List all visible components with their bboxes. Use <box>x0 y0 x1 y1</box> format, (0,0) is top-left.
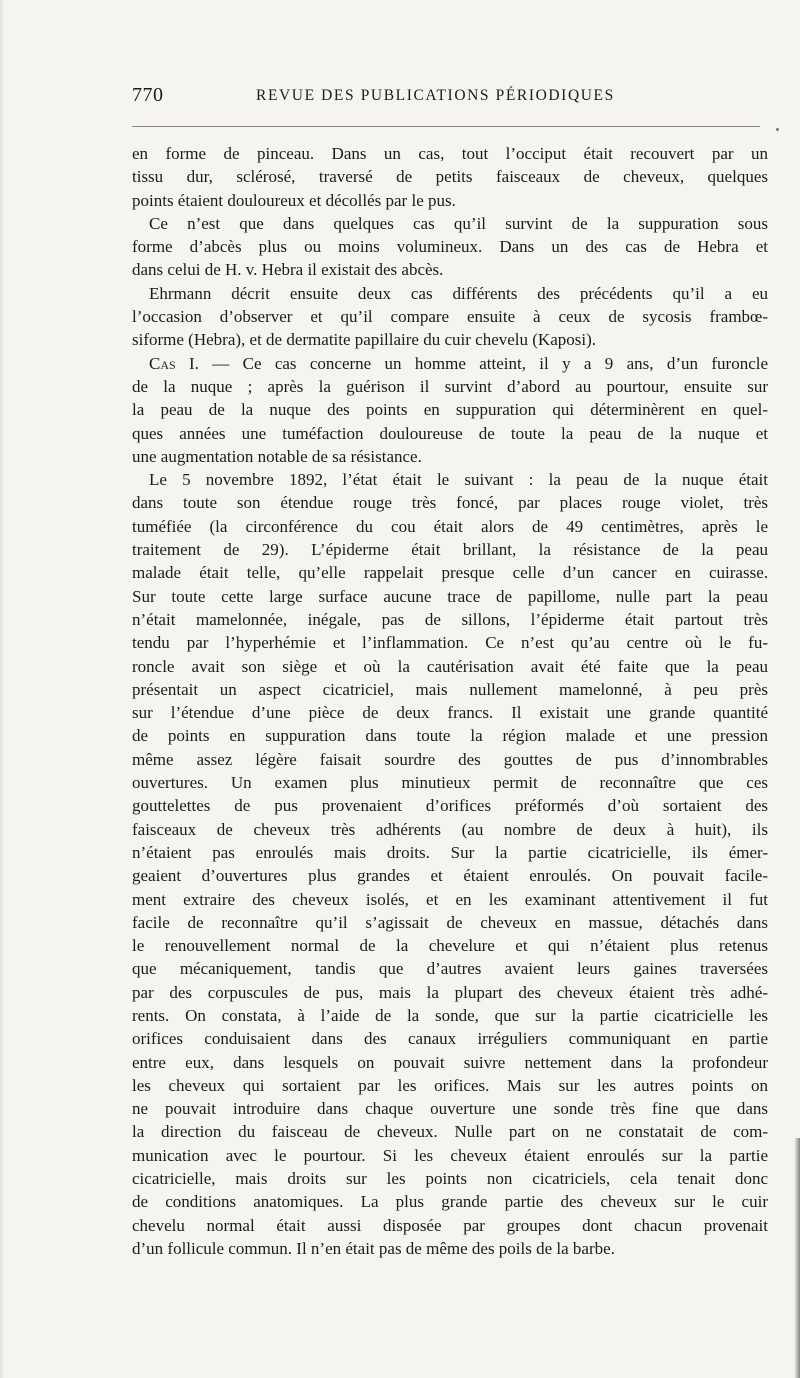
text-line-content: gouttelettes de pus provenaient d’orifices préformés d’où sortaient des <box>132 796 768 816</box>
text-line <box>132 375 768 398</box>
text-line-content: ment extraire des cheveux isolés, et en les examinant attentivement il fut <box>132 889 768 909</box>
page-number: 770 <box>132 84 164 106</box>
text-line <box>132 352 768 375</box>
text-line <box>132 1167 768 1190</box>
text-line <box>132 282 768 305</box>
text-line <box>132 235 768 258</box>
text-line-content: de conditions anatomiques. La plus grande partie des cheveux sur le cuir <box>132 1192 768 1212</box>
text-line-content: l’occasion d’observer et qu’il compare ensuite à ceux de sycosis frambœ- <box>132 307 768 327</box>
text-line-content: entre eux, dans lesquels on pouvait suivre nettement dans la profondeur <box>132 1052 768 1072</box>
page-header <box>132 84 768 114</box>
text-line-content: siforme (Hebra), et de dermatite papillaire du cuir chevelu (Kaposi). <box>132 330 596 350</box>
text-line-content: dans celui de H. v. Hebra il existait des abcès. <box>132 260 444 280</box>
text-line-content: Sur toute cette large surface aucune trace de papillome, nulle part la peau <box>132 586 768 606</box>
text-line <box>132 678 768 701</box>
text-line-content: ne pouvait introduire dans chaque ouverture une sonde très fine que dans <box>132 1099 768 1119</box>
case-heading: Cas I. <box>149 353 199 373</box>
text-line <box>132 748 768 771</box>
text-line-content: de la nuque ; après la guérison il survint d’abord au pourtour, ensuite sur <box>132 376 768 396</box>
text-line <box>132 771 768 794</box>
text-line-content: malade était telle, qu’elle rappelait presque celle d’un cancer en cuirasse. <box>132 563 768 583</box>
text-line <box>132 189 768 212</box>
text-line <box>132 818 768 841</box>
text-line <box>132 328 768 351</box>
text-line-content: même assez légère faisait sourdre des gouttes de pus d’innombrables <box>132 749 768 769</box>
text-line-content: traitement de 29). L’épiderme était brillant, la résistance de la peau <box>132 540 768 560</box>
text-line <box>132 841 768 864</box>
text-line <box>132 515 768 538</box>
text-line <box>132 655 768 678</box>
text-line <box>132 1027 768 1050</box>
text-line <box>132 1144 768 1167</box>
text-line <box>132 1190 768 1213</box>
text-line <box>132 165 768 188</box>
text-line-content: une augmentation notable de sa résistance. <box>132 446 422 466</box>
text-line <box>132 794 768 817</box>
text-line-content: ques années une tuméfaction douloureuse de toute la peau de la nuque et <box>132 423 768 443</box>
printer-mark <box>776 128 779 131</box>
text-line <box>132 957 768 980</box>
text-line-content: forme d’abcès plus ou moins volumineux. Dans un des cas de Hebra et <box>132 237 768 257</box>
text-line <box>132 1004 768 1027</box>
text-line-content: chevelu normal était aussi disposée par groupes dont chacun provenait <box>132 1215 768 1235</box>
text-line-content: par des corpuscules de pus, mais la plupart des cheveux étaient très adhé- <box>132 982 768 1002</box>
page-gutter-shadow <box>0 0 4 1378</box>
text-line-content: faisceaux de cheveux très adhérents (au nombre de deux à huit), ils <box>132 819 768 839</box>
text-line-content: les cheveux qui sortaient par les orifices. Mais sur les autres points on <box>132 1075 768 1095</box>
text-line-content: sur l’étendue d’une pièce de deux francs. Il existait une grande quantité <box>132 703 768 723</box>
text-line <box>132 305 768 328</box>
text-line <box>132 142 768 165</box>
text-line <box>132 911 768 934</box>
text-line-content: Ce n’est que dans quelques cas qu’il survint de la suppuration sous <box>149 213 768 233</box>
text-line-content: facile de reconnaître qu’il s’agissait de cheveux en massue, détachés dans <box>132 912 768 932</box>
text-line <box>132 701 768 724</box>
text-line <box>132 1051 768 1074</box>
text-line-content: geaient d’ouvertures plus grandes et étaient enroulés. On pouvait facile- <box>132 866 768 886</box>
text-line <box>132 608 768 631</box>
text-line-content: ouvertures. Un examen plus minutieux permit de reconnaître que ces <box>132 773 768 793</box>
text-line <box>132 1120 768 1143</box>
text-line-content: la direction du faisceau de cheveux. Nulle part on ne constatait de com- <box>132 1122 768 1142</box>
text-line <box>132 491 768 514</box>
text-line <box>132 258 768 281</box>
text-line-content: le renouvellement normal de la chevelure et qui n’étaient plus retenus <box>132 936 768 956</box>
text-line-content: cicatricielle, mais droits sur les points non cicatriciels, cela tenait donc <box>132 1169 768 1189</box>
body-text <box>132 142 768 1260</box>
text-line <box>132 631 768 654</box>
text-line-content: tuméfiée (la circonférence du cou était alors de 49 centimètres, après le <box>132 516 768 536</box>
text-line-content: — Ce cas concerne un homme atteint, il y a 9 ans, d’un furoncle <box>212 353 768 373</box>
text-line-content: tendu par l’hyperhémie et l’inflammation. Ce n’est qu’au centre où le fu- <box>132 633 768 653</box>
text-line <box>132 561 768 584</box>
text-line <box>132 934 768 957</box>
text-line <box>132 468 768 491</box>
text-line <box>132 1214 768 1237</box>
page-edge-shadow <box>794 1138 800 1378</box>
text-line-content: présentait un aspect cicatriciel, mais nullement mamelonné, à peu près <box>132 679 768 699</box>
text-line <box>132 445 768 468</box>
text-line-content: dans toute son étendue rouge très foncé, par places rouge violet, très <box>132 493 768 513</box>
text-line <box>132 585 768 608</box>
text-line-content: points étaient douloureux et décollés par le pus. <box>132 190 456 210</box>
text-line <box>132 1237 768 1260</box>
text-line-content: tissu dur, sclérosé, traversé de petits faisceaux de cheveux, quelques <box>132 167 768 187</box>
text-line-content: de points en suppuration dans toute la région malade et une pression <box>132 726 768 746</box>
text-line-content: Le 5 novembre 1892, l’état était le suivant : la peau de la nuque était <box>149 470 768 490</box>
text-line-content: que mécaniquement, tandis que d’autres avaient leurs gaines traversées <box>132 959 768 979</box>
text-line <box>132 422 768 445</box>
header-rule <box>132 126 760 127</box>
text-line <box>132 724 768 747</box>
text-line <box>132 981 768 1004</box>
text-line-content: roncle avait son siège et où la cautérisation avait été faite que la peau <box>132 656 768 676</box>
text-line-content: n’étaient pas enroulés mais droits. Sur la partie cicatricielle, ils émer- <box>132 842 768 862</box>
text-line <box>132 888 768 911</box>
text-line-content: n’était mamelonnée, inégale, pas de sillons, l’épiderme était partout très <box>132 609 768 629</box>
text-line <box>132 538 768 561</box>
text-line-content: la peau de la nuque des points en suppuration qui déterminèrent en quel- <box>132 400 768 420</box>
text-line-content: Ehrmann décrit ensuite deux cas différents des précédents qu’il a eu <box>149 283 768 303</box>
running-title: REVUE DES PUBLICATIONS PÉRIODIQUES <box>256 87 615 104</box>
text-line <box>132 1074 768 1097</box>
text-line-content: orifices conduisaient dans des canaux irréguliers communiquant en partie <box>132 1029 768 1049</box>
text-line-content: d’un follicule commun. Il n’en était pas de même des poils de la barbe. <box>132 1238 615 1258</box>
text-line <box>132 1097 768 1120</box>
text-line <box>132 864 768 887</box>
text-line-content: en forme de pinceau. Dans un cas, tout l’occiput était recouvert par un <box>132 144 768 163</box>
text-line-content: munication avec le pourtour. Si les cheveux étaient enroulés sur la partie <box>132 1145 768 1165</box>
text-line-content: rents. On constata, à l’aide de la sonde, que sur la partie cicatricielle les <box>132 1005 768 1025</box>
text-line <box>132 398 768 421</box>
text-line <box>132 212 768 235</box>
